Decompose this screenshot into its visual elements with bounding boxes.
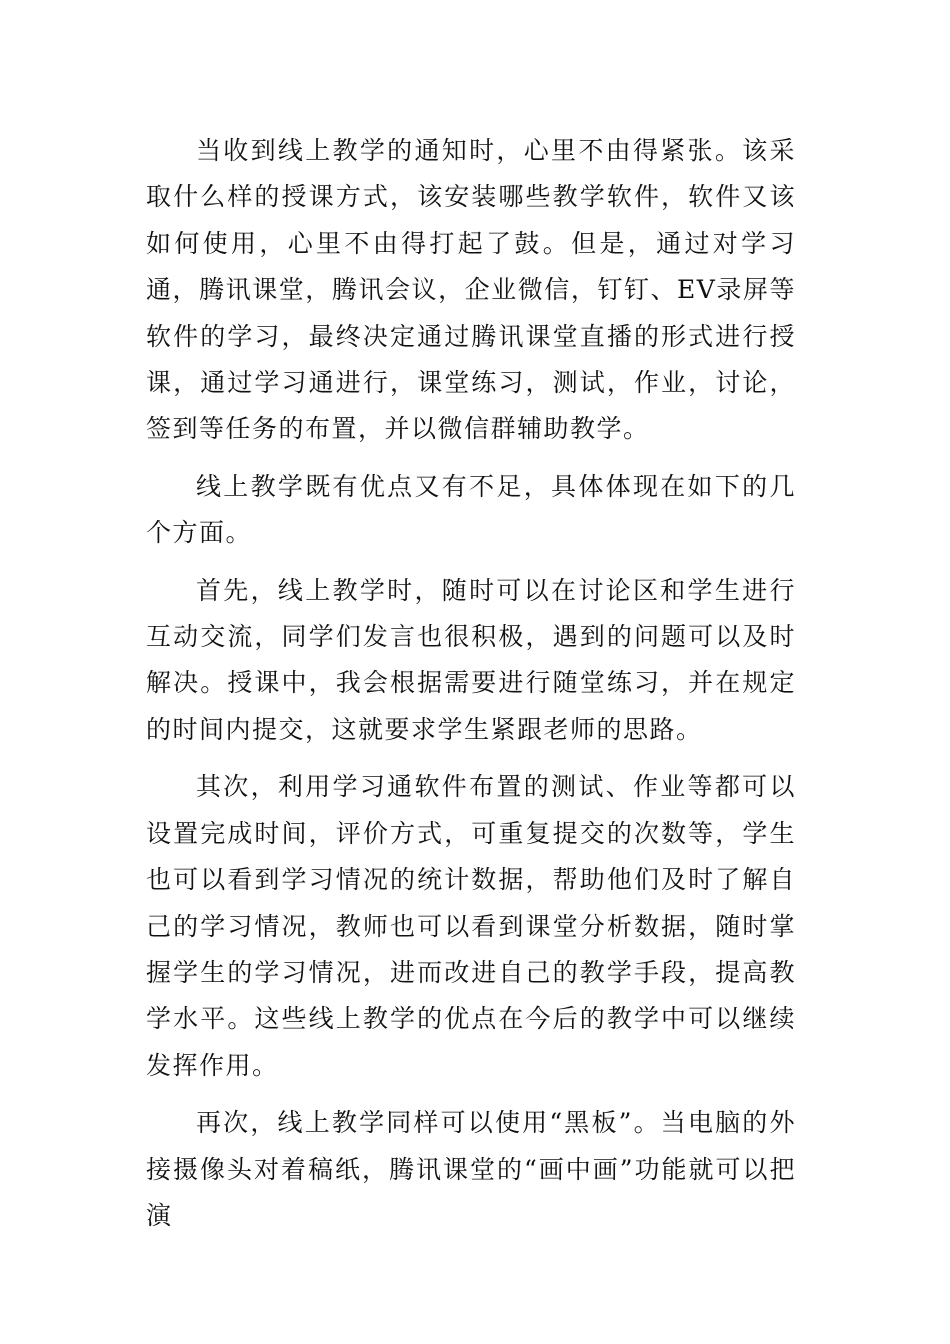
paragraph-3: 首先，线上教学时，随时可以在讨论区和学生进行互动交流，同学们发言也很积极，遇到的问题可以及时解决。授课中，我会根据需要进行随堂练习，并在规定的时间内提交，这就要求学生紧跟老师的思路。	[146, 575, 796, 744]
paragraph-2: 线上教学既有优点又有不足，具体体现在如下的几个方面。	[146, 471, 796, 548]
paragraph-1: 当收到线上教学的通知时，心里不由得紧张。该采取什么样的授课方式，该安装哪些教学软件，软件又该如何使用，心里不由得打起了鼓。但是，通过对学习通，腾讯课堂，腾讯会议，企业微信，钉钉、EV录屏等软件的学习，最终决定通过腾讯课堂直播的形式进行授课，通过学习通进行，课堂练习，测试，作业，讨论，签到等任务的布置，并以微信群辅助教学。	[146, 136, 796, 444]
paragraph-4: 其次，利用学习通软件布置的测试、作业等都可以设置完成时间，评价方式，可重复提交的次数等，学生也可以看到学习情况的统计数据，帮助他们及时了解自己的学习情况，教师也可以看到课堂分析数据，随时掌握学生的学习情况，进而改进自己的教学手段，提高教学水平。这些线上教学的优点在今后的教学中可以继续发挥作用。	[146, 772, 796, 1080]
paragraph-5: 再次，线上教学同样可以使用“黑板”。当电脑的外接摄像头对着稿纸，腾讯课堂的“画中画”功能就可以把演	[146, 1108, 796, 1230]
document-body	[146, 128, 796, 1239]
